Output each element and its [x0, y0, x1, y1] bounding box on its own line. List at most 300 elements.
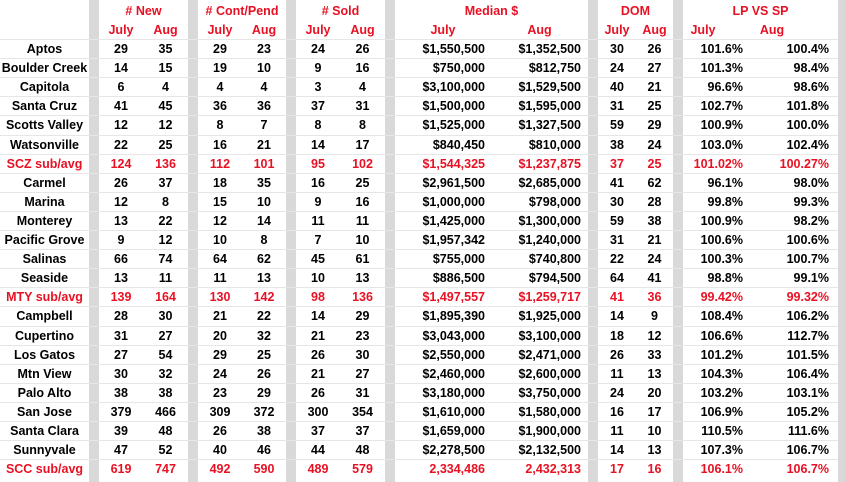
sold-aug: 354: [352, 405, 373, 419]
pend-aug: 38: [257, 424, 271, 438]
median-july: $2,550,000: [422, 348, 485, 362]
pend-aug: 4: [260, 80, 268, 94]
sold-aug: 27: [355, 367, 370, 381]
sold-july: 26: [311, 348, 325, 362]
pend-july: 112: [209, 157, 231, 171]
sold-july: 21: [311, 367, 325, 381]
new-july: 6: [117, 80, 125, 94]
dom-july: 38: [610, 138, 624, 152]
area-name: Palo Alto: [17, 386, 72, 400]
pend-aug: 32: [257, 329, 271, 343]
lpsp-july: 100.9%: [700, 214, 743, 228]
area-name: SCC sub/avg: [5, 462, 84, 476]
median-july: $755,000: [432, 252, 485, 266]
area-name: Campbell: [16, 309, 73, 323]
sold-aug: 13: [355, 271, 370, 285]
sold-july: 26: [311, 386, 325, 400]
pend-july: 26: [213, 424, 227, 438]
median-july: $840,450: [432, 138, 485, 152]
lpsp-july: 107.3%: [700, 443, 743, 457]
pend-july: 29: [213, 348, 227, 362]
dom-aug: 13: [647, 443, 662, 457]
month-july: July: [604, 23, 630, 37]
pend-july: 64: [213, 252, 227, 266]
pend-aug: 372: [253, 405, 275, 419]
dom-july: 41: [610, 176, 624, 190]
median-aug: $1,240,000: [518, 233, 581, 247]
pend-july: 18: [213, 176, 227, 190]
median-aug: $1,529,500: [518, 80, 581, 94]
sold-aug: 31: [355, 99, 370, 113]
new-aug: 466: [155, 405, 176, 419]
month-july: July: [430, 23, 456, 37]
sold-aug: 16: [355, 61, 370, 75]
new-aug: 15: [158, 61, 173, 75]
table-row: [0, 193, 838, 212]
pend-aug: 14: [257, 214, 271, 228]
dom-aug: 24: [647, 138, 662, 152]
lpsp-aug: 100.4%: [786, 42, 829, 56]
sold-aug: 23: [355, 329, 370, 343]
lpsp-aug: 101.8%: [786, 99, 829, 113]
lpsp-july: 108.4%: [700, 309, 743, 323]
pend-july: 19: [213, 61, 227, 75]
median-aug: $3,750,000: [518, 386, 581, 400]
header-new: # New: [125, 4, 162, 18]
new-aug: 136: [155, 157, 176, 171]
dom-july: 11: [610, 424, 624, 438]
median-july: $886,500: [432, 271, 485, 285]
dom-july: 37: [610, 157, 624, 171]
dom-aug: 36: [647, 290, 662, 304]
pend-aug: 25: [257, 348, 271, 362]
table-row: [0, 384, 838, 403]
new-july: 30: [114, 367, 128, 381]
area-name: Watsonville: [10, 138, 79, 152]
header-cont-pend: # Cont/Pend: [205, 4, 279, 18]
sold-aug: 61: [355, 252, 370, 266]
area-name: Scotts Valley: [5, 118, 84, 132]
table-row: [0, 212, 838, 231]
sold-july: 11: [311, 214, 325, 228]
pend-aug: 590: [253, 462, 275, 476]
header-median: Median $: [464, 4, 519, 18]
lpsp-aug: 106.4%: [786, 367, 829, 381]
sold-july: 24: [311, 42, 325, 56]
median-july: $1,895,390: [422, 309, 485, 323]
lpsp-july: 106.6%: [700, 329, 743, 343]
table-row: [0, 327, 838, 346]
new-july: 29: [114, 42, 128, 56]
lpsp-july: 99.8%: [707, 195, 743, 209]
pend-aug: 21: [257, 138, 271, 152]
lpsp-july: 98.8%: [707, 271, 743, 285]
new-aug: 32: [158, 367, 173, 381]
median-july: $1,497,557: [422, 290, 485, 304]
lpsp-aug: 98.0%: [793, 176, 829, 190]
new-july: 14: [114, 61, 128, 75]
pend-july: 20: [213, 329, 227, 343]
lpsp-aug: 105.2%: [786, 405, 829, 419]
median-aug: $1,259,717: [518, 290, 581, 304]
dom-july: 59: [610, 118, 624, 132]
dom-july: 24: [610, 386, 624, 400]
pend-july: 29: [213, 42, 227, 56]
month-july: July: [305, 23, 331, 37]
median-aug: $2,685,000: [518, 176, 581, 190]
median-july: $1,000,000: [422, 195, 485, 209]
table-row: [0, 40, 838, 59]
area-name: San Jose: [17, 405, 72, 419]
area-name: Los Gatos: [13, 348, 76, 362]
new-aug: 747: [155, 462, 176, 476]
dom-july: 11: [610, 367, 624, 381]
pend-july: 11: [213, 271, 227, 285]
month-aug: Aug: [759, 23, 785, 37]
dom-july: 31: [610, 233, 624, 247]
lpsp-aug: 99.32%: [786, 290, 829, 304]
median-july: $3,100,000: [422, 80, 485, 94]
sold-aug: 136: [352, 290, 373, 304]
dom-aug: 12: [647, 329, 662, 343]
pend-aug: 35: [257, 176, 271, 190]
new-july: 139: [110, 290, 132, 304]
median-aug: $2,132,500: [518, 443, 581, 457]
median-july: $1,659,000: [422, 424, 485, 438]
dom-aug: 62: [647, 176, 662, 190]
sold-aug: 25: [355, 176, 370, 190]
new-july: 13: [114, 271, 128, 285]
lpsp-july: 104.3%: [700, 367, 743, 381]
pend-aug: 23: [257, 42, 271, 56]
median-aug: $1,237,875: [518, 157, 581, 171]
month-aug: Aug: [251, 23, 277, 37]
table-row: [0, 231, 838, 250]
lpsp-aug: 111.6%: [787, 424, 829, 438]
lpsp-aug: 112.7%: [787, 329, 829, 343]
new-aug: 52: [158, 443, 173, 457]
area-name: SCZ sub/avg: [6, 157, 83, 171]
new-july: 27: [114, 348, 128, 362]
median-july: $3,180,000: [422, 386, 485, 400]
table-row: [0, 136, 838, 155]
pend-july: 36: [213, 99, 227, 113]
area-name: Sunnyvale: [13, 443, 76, 457]
median-aug: $2,600,000: [518, 367, 581, 381]
table-row: [0, 116, 838, 135]
sold-july: 9: [314, 195, 322, 209]
median-aug: $3,100,000: [518, 329, 581, 343]
month-july: July: [690, 23, 716, 37]
pend-aug: 22: [257, 309, 271, 323]
new-aug: 11: [158, 271, 173, 285]
sold-july: 7: [314, 233, 322, 247]
median-july: $1,550,500: [422, 42, 485, 56]
area-name: Marina: [24, 195, 65, 209]
median-aug: $1,595,000: [518, 99, 581, 113]
sold-july: 8: [314, 118, 322, 132]
area-name: Seaside: [20, 271, 69, 285]
sold-july: 3: [314, 80, 322, 94]
median-aug: $794,500: [528, 271, 581, 285]
new-aug: 48: [158, 424, 173, 438]
new-july: 9: [117, 233, 125, 247]
dom-aug: 24: [647, 252, 662, 266]
pend-aug: 29: [257, 386, 271, 400]
new-july: 26: [114, 176, 128, 190]
table-row: [0, 307, 838, 326]
median-july: $2,961,500: [422, 176, 485, 190]
dom-july: 14: [610, 443, 624, 457]
area-name: Capitola: [19, 80, 70, 94]
median-july: $2,460,000: [422, 367, 485, 381]
median-aug: 2,432,313: [525, 462, 581, 476]
lpsp-july: 99.42%: [700, 290, 743, 304]
new-aug: 27: [158, 329, 173, 343]
dom-aug: 25: [647, 99, 662, 113]
new-aug: 30: [158, 309, 173, 323]
month-aug: Aug: [153, 23, 178, 37]
sold-aug: 102: [352, 157, 373, 171]
dom-aug: 38: [647, 214, 662, 228]
sold-july: 95: [311, 157, 325, 171]
pend-july: 309: [209, 405, 231, 419]
area-name: Santa Clara: [10, 424, 79, 438]
median-july: 2,334,486: [429, 462, 485, 476]
month-aug: Aug: [642, 23, 667, 37]
median-aug: $798,000: [528, 195, 581, 209]
pend-july: 8: [216, 118, 224, 132]
new-july: 31: [114, 329, 128, 343]
sold-july: 489: [307, 462, 329, 476]
new-july: 619: [110, 462, 132, 476]
median-july: $1,610,000: [422, 405, 485, 419]
lpsp-aug: 106.7%: [786, 443, 829, 457]
sold-aug: 16: [355, 195, 370, 209]
new-july: 38: [114, 386, 128, 400]
median-aug: $1,925,000: [518, 309, 581, 323]
sold-july: 16: [311, 176, 325, 190]
dom-july: 41: [610, 290, 624, 304]
new-july: 124: [110, 157, 132, 171]
pend-aug: 46: [257, 443, 271, 457]
dom-aug: 20: [647, 386, 662, 400]
area-name: Aptos: [26, 42, 63, 56]
dom-aug: 17: [647, 405, 662, 419]
sold-july: 44: [311, 443, 325, 457]
new-aug: 25: [158, 138, 173, 152]
median-july: $3,043,000: [422, 329, 485, 343]
lpsp-aug: 100.27%: [779, 157, 829, 171]
new-aug: 164: [155, 290, 176, 304]
pend-aug: 7: [260, 118, 268, 132]
lpsp-july: 103.0%: [700, 138, 743, 152]
median-aug: $810,000: [528, 138, 581, 152]
lpsp-aug: 99.3%: [793, 195, 829, 209]
pend-july: 492: [209, 462, 231, 476]
area-name: Monterey: [16, 214, 73, 228]
table-row: [0, 174, 838, 193]
sold-aug: 31: [355, 386, 370, 400]
lpsp-aug: 100.0%: [786, 118, 829, 132]
pend-aug: 10: [257, 195, 271, 209]
lpsp-july: 100.9%: [700, 118, 743, 132]
area-name: Pacific Grove: [4, 233, 85, 247]
sold-aug: 37: [355, 424, 370, 438]
pend-july: 4: [216, 80, 224, 94]
dom-july: 26: [610, 348, 624, 362]
new-aug: 12: [158, 233, 173, 247]
dom-aug: 27: [647, 61, 662, 75]
lpsp-july: 101.02%: [693, 157, 743, 171]
sold-july: 14: [311, 309, 325, 323]
table-row: [0, 250, 838, 269]
header-lp-vs-sp: LP VS SP: [732, 4, 789, 18]
lpsp-july: 106.1%: [700, 462, 743, 476]
header-dom: DOM: [620, 4, 651, 18]
new-july: 12: [114, 118, 128, 132]
new-july: 41: [114, 99, 128, 113]
month-july: July: [207, 23, 233, 37]
area-name: Boulder Creek: [1, 61, 88, 75]
lpsp-aug: 100.7%: [786, 252, 829, 266]
median-aug: $812,750: [528, 61, 581, 75]
sold-july: 10: [311, 271, 325, 285]
table-row: [0, 346, 838, 365]
sold-july: 98: [311, 290, 325, 304]
pend-july: 40: [213, 443, 227, 457]
table-row: [0, 403, 838, 422]
sold-july: 45: [311, 252, 325, 266]
pend-aug: 62: [257, 252, 271, 266]
new-july: 39: [114, 424, 128, 438]
dom-july: 30: [610, 195, 624, 209]
dom-july: 22: [610, 252, 624, 266]
dom-july: 18: [610, 329, 624, 343]
subtotal-row: [0, 460, 838, 479]
table-row: [0, 78, 838, 97]
new-july: 12: [114, 195, 128, 209]
new-aug: 37: [158, 176, 173, 190]
table-row: [0, 365, 838, 384]
pend-aug: 10: [257, 61, 271, 75]
sold-july: 37: [311, 99, 325, 113]
subtotal-row: [0, 288, 838, 307]
dom-july: 64: [610, 271, 624, 285]
table-row: [0, 441, 838, 460]
month-july: July: [108, 23, 134, 37]
pend-july: 10: [213, 233, 227, 247]
new-july: 28: [114, 309, 128, 323]
lpsp-aug: 106.2%: [786, 309, 829, 323]
dom-aug: 10: [647, 424, 662, 438]
area-name: MTY sub/avg: [6, 290, 83, 304]
lpsp-aug: 98.6%: [793, 80, 829, 94]
new-july: 22: [114, 138, 128, 152]
pend-july: 16: [213, 138, 227, 152]
month-aug: Aug: [350, 23, 375, 37]
median-aug: $1,580,000: [518, 405, 581, 419]
dom-july: 14: [610, 309, 624, 323]
dom-aug: 29: [647, 118, 662, 132]
sold-july: 9: [314, 61, 322, 75]
lpsp-july: 100.3%: [700, 252, 743, 266]
pend-july: 12: [213, 214, 227, 228]
table-row: [0, 269, 838, 288]
dom-july: 30: [610, 42, 624, 56]
area-name: Santa Cruz: [11, 99, 78, 113]
lpsp-july: 96.1%: [707, 176, 743, 190]
sold-july: 37: [311, 424, 325, 438]
sold-july: 300: [307, 405, 329, 419]
lpsp-july: 101.2%: [700, 348, 743, 362]
median-aug: $1,300,000: [518, 214, 581, 228]
lpsp-july: 103.2%: [700, 386, 743, 400]
lpsp-aug: 106.7%: [786, 462, 829, 476]
area-name: Mtn View: [17, 367, 72, 381]
lpsp-aug: 98.4%: [793, 61, 829, 75]
dom-july: 16: [610, 405, 624, 419]
median-july: $1,525,000: [422, 118, 485, 132]
dom-aug: 25: [647, 157, 662, 171]
table-row: [0, 97, 838, 116]
new-july: 66: [114, 252, 128, 266]
sold-aug: 10: [355, 233, 370, 247]
lpsp-july: 96.6%: [707, 80, 743, 94]
lpsp-july: 100.6%: [700, 233, 743, 247]
sold-july: 14: [311, 138, 325, 152]
new-aug: 35: [158, 42, 173, 56]
median-july: $1,425,000: [422, 214, 485, 228]
lpsp-july: 102.7%: [700, 99, 743, 113]
lpsp-aug: 101.5%: [786, 348, 829, 362]
dom-aug: 21: [647, 80, 662, 94]
median-july: $1,544,325: [422, 157, 485, 171]
pend-aug: 8: [260, 233, 268, 247]
pend-july: 21: [213, 309, 227, 323]
pend-july: 130: [209, 290, 231, 304]
dom-aug: 26: [647, 42, 662, 56]
table-row: [0, 59, 838, 78]
sold-july: 21: [311, 329, 325, 343]
area-name: Carmel: [23, 176, 66, 190]
new-july: 13: [114, 214, 128, 228]
pend-july: 24: [213, 367, 227, 381]
pend-aug: 36: [257, 99, 271, 113]
pend-july: 23: [213, 386, 227, 400]
sold-aug: 8: [359, 118, 366, 132]
dom-aug: 16: [647, 462, 662, 476]
new-aug: 38: [158, 386, 173, 400]
new-aug: 74: [158, 252, 173, 266]
lpsp-aug: 103.1%: [786, 386, 829, 400]
lpsp-july: 101.3%: [700, 61, 743, 75]
sold-aug: 30: [355, 348, 370, 362]
sold-aug: 4: [359, 80, 366, 94]
new-aug: 22: [158, 214, 173, 228]
median-july: $2,278,500: [422, 443, 485, 457]
sold-aug: 11: [355, 214, 370, 228]
area-name: Salinas: [22, 252, 67, 266]
median-aug: $2,471,000: [518, 348, 581, 362]
area-name: Cupertino: [14, 329, 75, 343]
column-gap: [838, 0, 845, 482]
pend-aug: 26: [257, 367, 271, 381]
new-july: 379: [110, 405, 132, 419]
lpsp-july: 101.6%: [700, 42, 743, 56]
median-aug: $1,900,000: [518, 424, 581, 438]
new-aug: 54: [158, 348, 173, 362]
